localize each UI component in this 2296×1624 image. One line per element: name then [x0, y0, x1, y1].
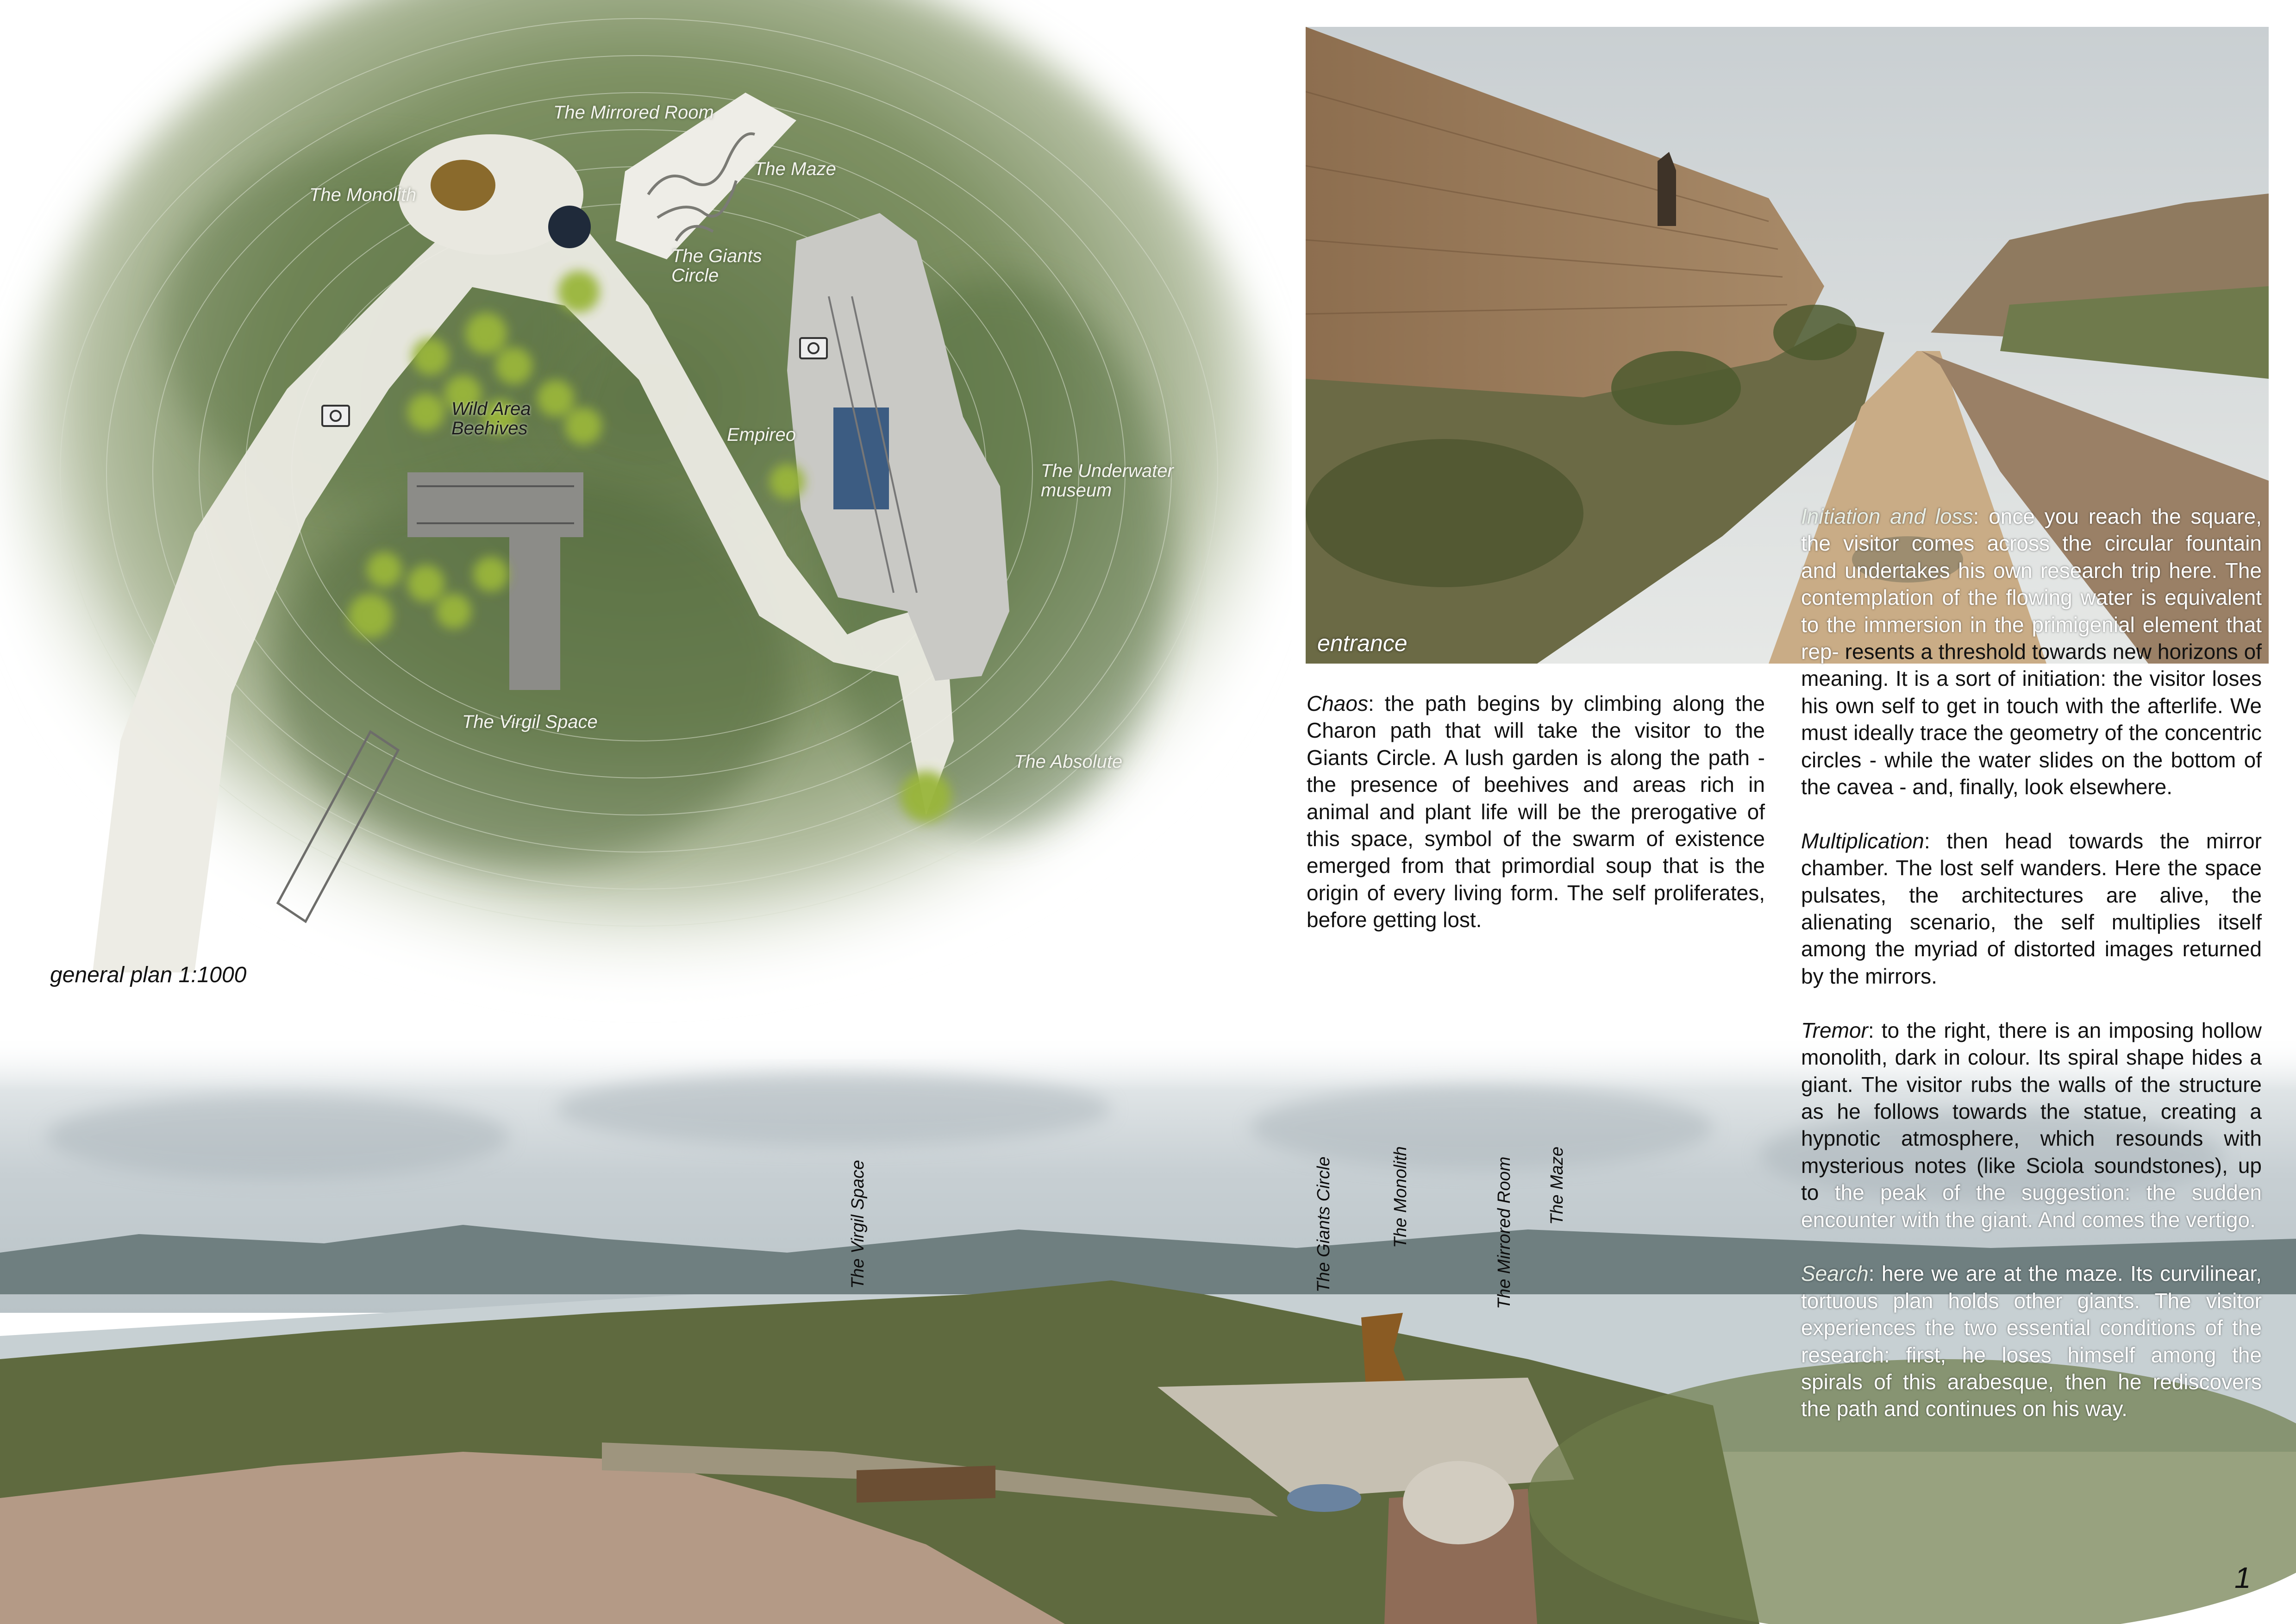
initiation-body: resents a threshold towards new horizons of meaning. It is a sort of initiation: the visitor loses his own self to get in touch with the afterlife. We must ideally trace the geometry of the concentric circles - while the water slides on the bottom of the cavea - and, finally, look elsewhere.: [1801, 640, 2262, 799]
term-tremor: Tremor: [1801, 1018, 1868, 1042]
term-search: Search: [1801, 1261, 1869, 1286]
pano-label-monolith: The Monolith: [1391, 1146, 1410, 1248]
site-plan-drawing: [0, 0, 1292, 1111]
label-mirrored-room: The Mirrored Room: [553, 102, 714, 123]
text-column-right: [1801, 503, 2262, 1449]
pano-label-maze: The Maze: [1547, 1147, 1567, 1225]
camera-icon: [799, 337, 828, 359]
initiation-body-photo: : once you reach the square, the visitor comes across the circular fountain and undertakes his own research trip here. The contemplation of the flowing water is equivalent to the immersion in the primigenial element that rep-: [1801, 504, 2262, 664]
term-chaos: Chaos: [1307, 691, 1368, 715]
plan-scale-caption: general plan 1:1000: [50, 963, 247, 987]
pano-label-mirrored-room: The Mirrored Room: [1495, 1156, 1514, 1309]
label-virgil-space: The Virgil Space: [462, 712, 598, 732]
label-empireo: Empireo: [727, 425, 796, 445]
label-maze: The Maze: [754, 159, 836, 179]
tremor-body: : to the right, there is an imposing hollow monolith, dark in colour. Its spiral shape hides a giant. The visitor rubs the walls of the structure as he follows towards the statue, creating a hypnotic atmosphere, which resounds with mysterious notes (like Sciola soundstones), up to: [1801, 1018, 2262, 1205]
chaos-body: : the path begins by climbing along the Charon path that will take the visitor to the Giants Circle. A lush garden is along the path - the presence of beehives and areas rich in animal and plant life will be the prerogative of this space, symbol of the swarm of existence emerged from that primordial soup that is the origin of every living form. The self proliferates, before getting lost.: [1307, 691, 1765, 932]
paragraph-tremor: [1801, 1017, 2262, 1233]
tremor-light-part: [1801, 1018, 2262, 1204]
term-initiation: Initiation and loss: [1801, 504, 1973, 528]
pano-label-giants-circle: The Giants Circle: [1314, 1156, 1333, 1292]
multiplication-body: : then head towards the mirror chamber. The lost self wanders. Here the space pulsates, the architectures are alive, the alienating scenario, the self multiplies itself among the myriad of distorted images returned by the mirrors.: [1801, 828, 2262, 988]
text-column-chaos: [1307, 690, 1765, 934]
paragraph-multiplication: [1801, 828, 2262, 990]
entrance-caption: entrance: [1317, 630, 1408, 656]
page-number: 1: [2234, 1561, 2251, 1594]
tremor-body-photo: the peak of the suggestion: the sudden encounter with the giant. And comes the vertigo.: [1801, 1180, 2262, 1232]
label-monolith: The Monolith: [309, 185, 417, 205]
term-multiplication: Multiplication: [1801, 828, 1924, 853]
label-giants-circle: The Giants Circle: [671, 246, 762, 286]
label-underwater-museum: The Underwater museum: [1041, 461, 1174, 501]
label-wild-area: Wild Area Beehives: [451, 399, 531, 439]
paragraph-initiation: [1801, 503, 2262, 800]
paragraph-search: [1801, 1260, 2262, 1422]
pano-label-virgil-space: The Virgil Space: [848, 1160, 868, 1289]
camera-icon: [321, 405, 350, 427]
search-body: : here we are at the maze. Its curvilinear, tortuous plan holds other giants. The visitor experiences the two essential conditions of the research: first, he loses himself among the spirals of this arabesque, then he rediscovers the path and continues on his way.: [1801, 1261, 2262, 1421]
paragraph-chaos: [1307, 690, 1765, 934]
label-absolute: The Absolute: [1014, 752, 1123, 772]
general-plan: [0, 0, 1292, 1111]
